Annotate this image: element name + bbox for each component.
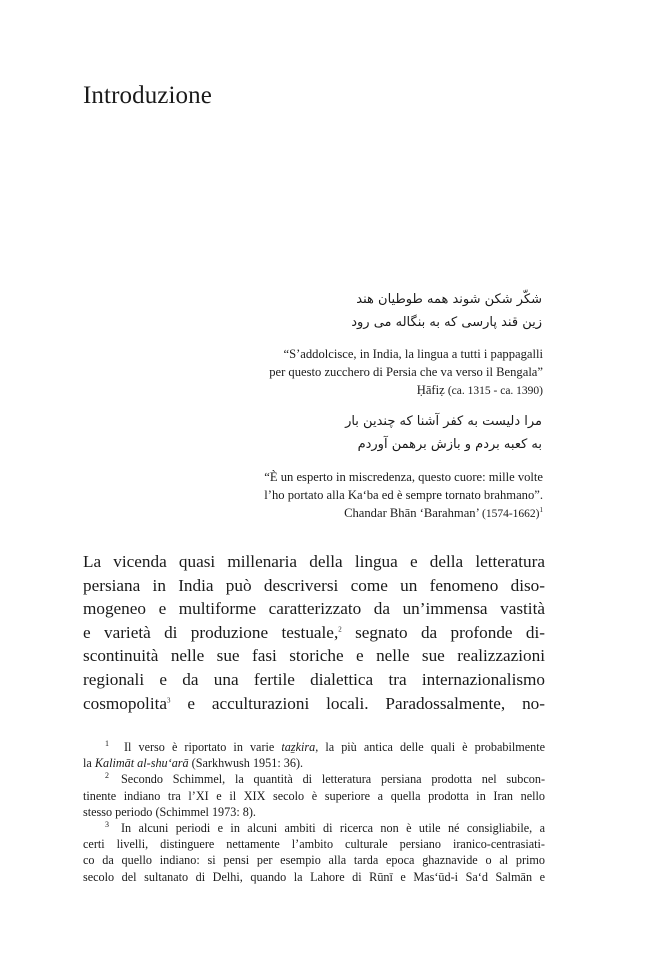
body-paragraph <box>83 550 545 715</box>
epigraph-attribution <box>269 381 543 400</box>
attribution-author: Chandar Bhān ‘Barahman’ <box>344 506 479 520</box>
footnote-ref: 2 <box>338 625 342 634</box>
body-line: La vicenda quasi millenaria della lingua e della letteratura <box>83 552 545 571</box>
body-line: scontinuità nelle sue fasi storiche e nelle sue realizzazioni <box>83 646 545 666</box>
persian-line: زین قند پارسی که به بنگاله می رود <box>351 315 542 330</box>
footnote-text: Il verso è riportato in varie <box>124 740 282 754</box>
attribution-author: Ḥāfiẓ <box>416 383 445 397</box>
footnote-text: (Sarkhwush 1951: 36). <box>188 756 304 771</box>
body-line <box>83 692 545 716</box>
translation-line: per questo zucchero di Persia che va verso il Bengala” <box>269 365 543 379</box>
attribution-dates: (ca. 1315 - ca. 1390) <box>447 385 543 397</box>
attribution-dates: (1574-1662) <box>482 508 540 520</box>
body-text: e acculturazioni locali. Paradossalmente, no- <box>170 693 545 713</box>
body-text: segnato da profonde di- <box>341 622 545 642</box>
persian-line: شکّر شکن شوند همه طوطیان هند <box>356 292 542 307</box>
body-line <box>83 621 545 645</box>
footnote-text: , la più antica delle quali è probabilmente <box>315 740 545 754</box>
page-title: Introduzione <box>83 82 212 109</box>
footnote-line: 1 Il verso è riportato in varie taẕkira, la più antica delle quali è probabilmente <box>105 738 545 754</box>
footnotes <box>83 739 545 885</box>
footnote-line: tinente indiano tra l’XI e il XIX secolo è superiore a quella prodotta in Iran nello <box>83 788 545 803</box>
footnote-line: 3 In alcuni periodi e in alcuni ambiti di ricerca non è utile né consigliabile, a <box>105 819 545 836</box>
body-text: e varietà di produzione testuale, <box>83 622 339 642</box>
footnote-ref: 3 <box>167 695 171 704</box>
body-line: mogeneo e multiforme caratterizzato da un’immensa vastità <box>83 599 545 619</box>
footnote-line <box>83 755 545 771</box>
persian-line: مرا دلیست به کفر آشنا که چندین بار <box>345 414 542 429</box>
body-line: regionali e da una fertile dialettica tra internazionalismo <box>83 669 545 689</box>
persian-verse-hafiz <box>351 288 542 334</box>
footnote-text: Secondo Schimmel, la quantità di letteratura persiana prodotta nel subcon- <box>121 772 545 787</box>
persian-line: به کعبه بردم و بازش برهمن آوردم <box>357 437 542 452</box>
translation-line: “È un esperto in miscredenza, questo cuore: mille volte <box>264 470 543 484</box>
footnote-line: stesso periodo (Schimmel 1973: 8). <box>83 804 256 819</box>
body-line: persiana in India può descriversi come un fenomeno diso- <box>83 575 545 595</box>
footnote-text: In alcuni periodi e in alcuni ambiti di ricerca non è utile né consigliabile, a <box>121 821 545 836</box>
footnote-text: la <box>83 756 95 771</box>
footnote-line: 2 Secondo Schimmel, la quantità di letteratura persiana prodotta nel subcon- <box>105 771 545 787</box>
epigraph-translation-barahman <box>264 468 543 523</box>
footnote-line: co da quello indiano: si pensi per esempio alla tarda epoca ghaznavide o al primo <box>83 853 545 868</box>
footnote-italic: Kalimāt al-shu‘arā <box>94 756 189 771</box>
epigraph-translation-hafiz <box>269 345 543 400</box>
translation-line: “S’addolcisce, in India, la lingua a tutti i pappagalli <box>283 347 543 361</box>
footnote-ref: 1 <box>539 505 543 514</box>
persian-verse-barahman <box>345 410 542 456</box>
body-text: cosmopolita <box>83 693 168 713</box>
footnote-line: secolo del sultanato di Delhi, quando la Lahore di Rūnī e Mas‘ūd-i Sa‘d Salmān e <box>83 869 545 884</box>
epigraph-attribution <box>264 504 543 523</box>
translation-line: l’ho portato alla Ka‘ba ed è sempre tornato brahmano”. <box>264 488 543 502</box>
footnote-italic: taẕkira <box>281 740 316 754</box>
footnote-line: certi livelli, distinguere nettamente l’ambito culturale persiano iranico-centrasiati- <box>83 837 545 852</box>
